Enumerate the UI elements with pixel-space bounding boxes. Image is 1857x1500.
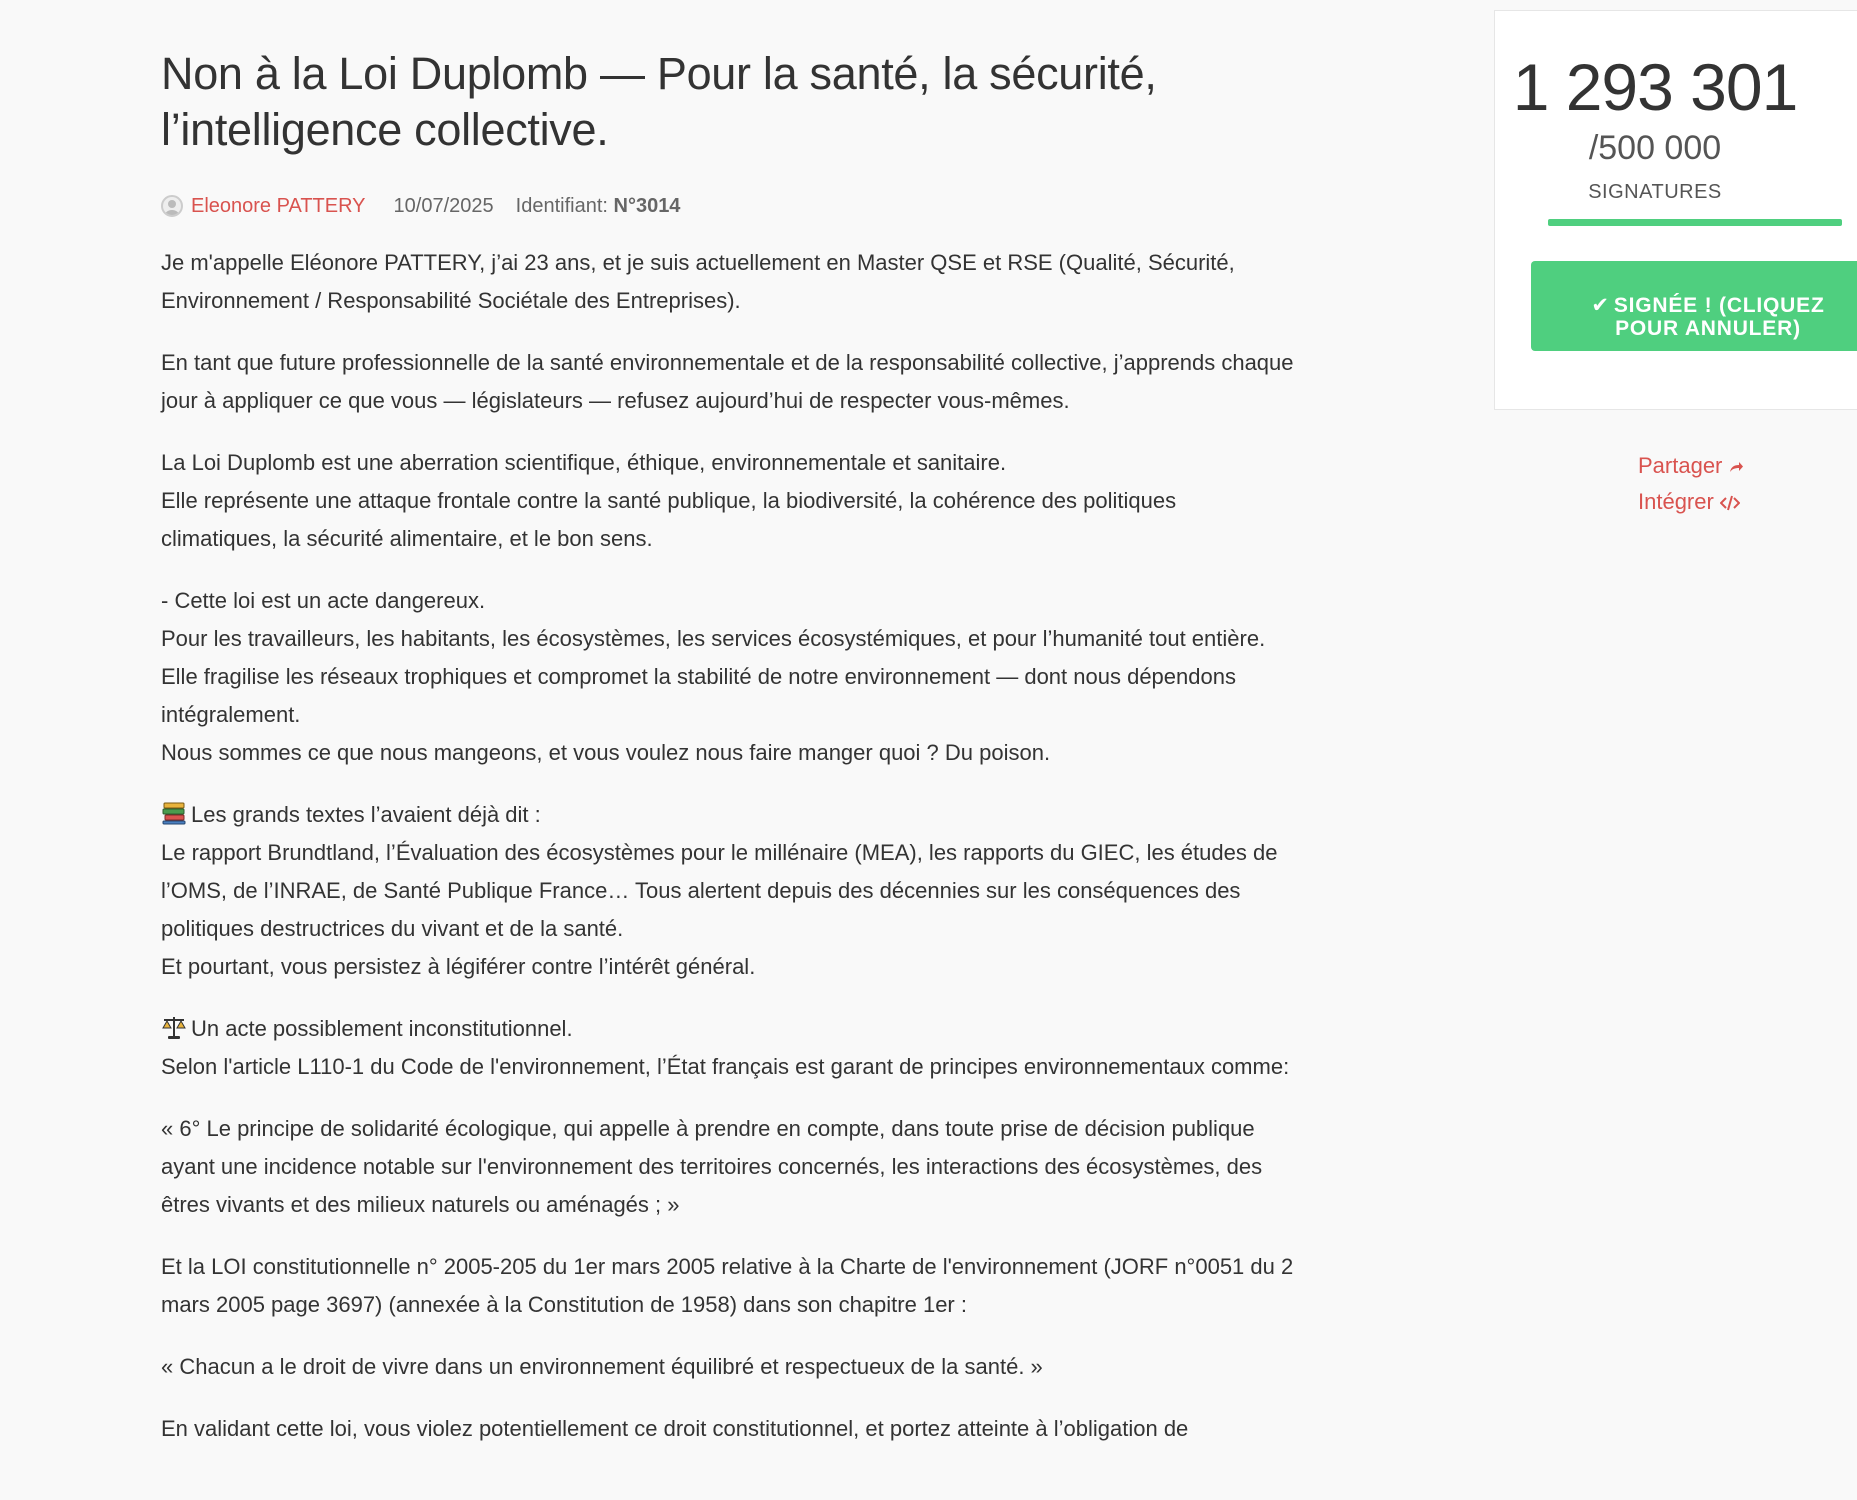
check-icon: ✔ <box>1591 294 1610 317</box>
identifier-label: Identifiant: <box>515 194 608 217</box>
share-arrow-icon <box>1728 460 1744 474</box>
share-label: Partager <box>1638 453 1723 478</box>
share-link[interactable] <box>1638 448 1744 484</box>
paragraph: En tant que future professionnelle de la santé environnementale et de la responsabilité collective, j’apprends chaque jour à appliquer ce que vous — législateurs — refusez aujourd’hui de respecter vous-mêmes. <box>161 350 1294 413</box>
petition-date: 10/07/2025 <box>393 194 494 217</box>
embed-label: Intégrer <box>1638 489 1714 514</box>
paragraph-with-icon <box>161 796 1296 986</box>
books-emoji-icon <box>161 800 187 826</box>
paragraph-quote: « 6° Le principe de solidarité écologique, qui appelle à prendre en compte, dans toute prise de décision publique ayant une incidence notable sur l'environnement des territoires concernés, les interactions des écosystèmes, des êtres vivants et des milieux naturels ou aménagés ; » <box>161 1116 1263 1217</box>
paragraph: La Loi Duplomb est une aberration scientifique, éthique, environnementale et sanitaire. Elle représente une attaque frontale contre la santé publique, la biodiversité, la cohérence des politiques climatiques, la sécurité alimentaire, et le bon sens. <box>161 450 1177 551</box>
paragraph: Et la LOI constitutionnelle n° 2005-205 du 1er mars 2005 relative à la Charte de l'environnement (JORF n°0051 du 2 mars 2005 page 3697) (annexée à la Constitution de 1958) dans son chapitre 1er : <box>161 1254 1294 1317</box>
signature-progress-fill <box>1548 219 1842 226</box>
paragraph-with-icon <box>161 1010 1296 1086</box>
signature-count: 1 293 301 <box>1512 50 1798 124</box>
identifier <box>516 195 681 218</box>
balance-scale-emoji-icon <box>161 1014 187 1040</box>
avatar <box>161 195 183 217</box>
paragraph-intro: Je m'appelle Eléonore PATTERY, j’ai 23 ans, et je suis actuellement en Master QSE et RSE (Qualité, Sécurité, Environnement / Responsabilité Sociétale des Entreprises). <box>161 250 1235 313</box>
paragraph: En validant cette loi, vous violez potentiellement ce droit constitutionnel, et portez atteinte à l’obligation de <box>161 1416 1189 1441</box>
petition-meta <box>161 192 1296 220</box>
sidebar-links <box>1638 448 1744 520</box>
signature-goal: /500 000 <box>1588 129 1722 167</box>
identifier-value: N°3014 <box>613 194 681 217</box>
paragraph-heading: Les grands textes l’avaient déjà dit : <box>191 802 541 827</box>
petition-main <box>161 46 1296 1472</box>
signatures-label: SIGNATURES <box>1588 181 1722 203</box>
petition-title: Non à la Loi Duplomb — Pour la santé, la sécurité, l’intelligence collective. <box>161 48 1157 155</box>
paragraph-heading: Un acte possiblement inconstitutionnel. <box>191 1016 573 1041</box>
signature-panel <box>1494 10 1857 410</box>
author-link[interactable]: Eleonore PATTERY <box>191 194 366 217</box>
paragraph-text: Le rapport Brundtland, l’Évaluation des écosystèmes pour le millénaire (MEA), les rapports du GIEC, les études de l’OMS, de l’INRAE, de Santé Publique France… Tous alertent depuis des décennies sur les conséquences des politiques destructrices du vivant et de la santé. Et pourtant, vous persistez à légiférer contre l’intérêt général. <box>161 840 1278 979</box>
paragraph-quote: « Chacun a le droit de vivre dans un environnement équilibré et respectueux de la santé. » <box>161 1354 1043 1379</box>
signed-cancel-button[interactable] <box>1531 261 1857 351</box>
signed-button-label: SIGNÉE ! (CLIQUEZ POUR ANNULER) <box>1613 294 1825 340</box>
paragraph: - Cette loi est un acte dangereux. Pour les travailleurs, les habitants, les écosystèmes, les services écosystémiques, et pour l’humanité tout entière. Elle fragilise les réseaux trophiques et compromet la stabilité de notre environnement — dont nous dépendons intégralement. Nous sommes ce que nous mangeons, et vous voulez nous faire manger quoi ? Du poison. <box>161 588 1266 765</box>
paragraph-text: Selon l'article L110-1 du Code de l'environnement, l’État français est garant de principes environnementaux comme: <box>161 1054 1290 1079</box>
signature-progress-bar <box>1548 219 1842 226</box>
code-icon <box>1720 495 1740 511</box>
embed-link[interactable] <box>1638 484 1744 520</box>
petition-body <box>161 244 1296 1448</box>
